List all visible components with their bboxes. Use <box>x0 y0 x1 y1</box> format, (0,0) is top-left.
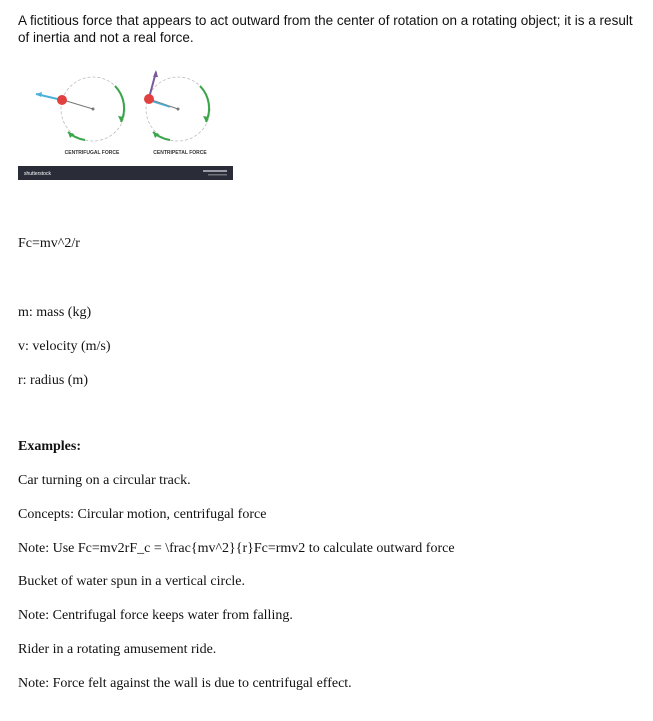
example-item: Concepts: Circular motion, centrifugal force <box>18 507 267 522</box>
centrifugal-label: CENTRIFUGAL FORCE <box>64 150 120 156</box>
force-diagram <box>18 58 233 180</box>
example-item: Car turning on a circular track. <box>18 473 191 488</box>
variable-radius: r: radius (m) <box>18 373 88 388</box>
example-item: Note: Centrifugal force keeps water from falling. <box>18 608 293 623</box>
mass-ball <box>57 95 67 105</box>
example-item: Rider in a rotating amusement ride. <box>18 642 217 657</box>
formula: Fc=mv^2/r <box>18 236 80 251</box>
variable-mass: m: mass (kg) <box>18 305 92 320</box>
variable-velocity: v: velocity (m/s) <box>18 339 111 354</box>
centripetal-diagram <box>144 70 210 156</box>
definition-text: A fictitious force that appears to act outward from the center of rotation on a rotating object; it is a result of inertia and not a real force. <box>18 13 633 45</box>
centripetal-arrow <box>151 101 170 107</box>
examples-heading: Examples: <box>18 439 81 454</box>
centrifugal-diagram <box>36 77 125 156</box>
centripetal-label: CENTRIPETAL FORCE <box>153 150 207 156</box>
example-item: Note: Force felt against the wall is due to centrifugal effect. <box>18 676 352 691</box>
force-diagram-image <box>18 58 233 180</box>
example-item: Bucket of water spun in a vertical circle. <box>18 574 246 589</box>
watermark-text: shutterstock <box>24 171 51 177</box>
example-item: Note: Use Fc=mv2rF_c = \frac{mv^2}{r}Fc=rmv2 to calculate outward force <box>18 541 455 556</box>
